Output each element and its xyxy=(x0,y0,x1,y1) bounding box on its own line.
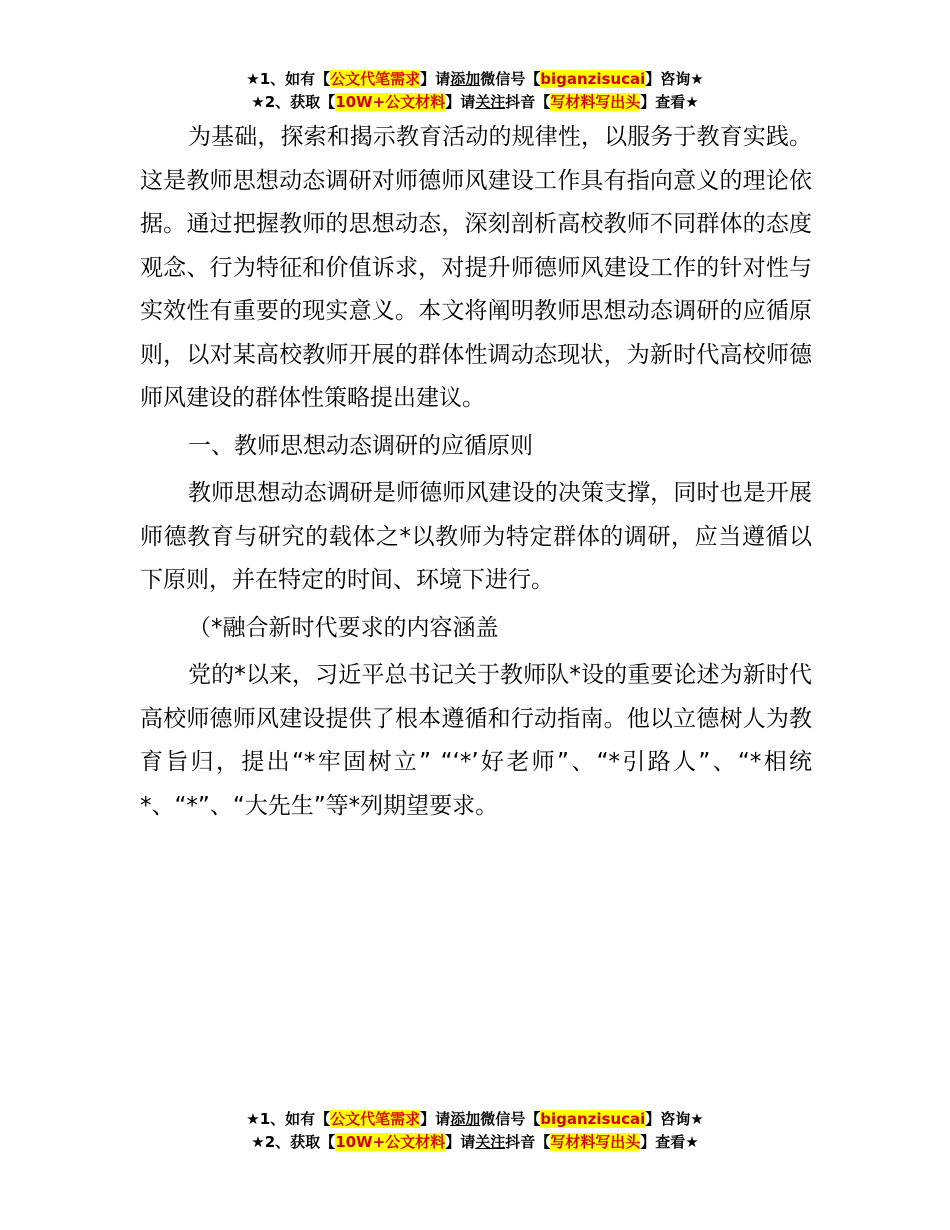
header-banner xyxy=(0,68,950,114)
banner-text: 抖音【 xyxy=(505,93,551,111)
subsection-heading: （*融合新时代要求的内容涵盖 xyxy=(188,614,499,641)
banner-underlined: 添加 xyxy=(450,70,481,88)
banner-underlined: 关注 xyxy=(475,93,506,111)
banner-text: 】咨询★ xyxy=(645,70,704,88)
paragraph: 教师思想动态调研是师德师风建设的决策支撑，同时也是开展师德教育与研究的载体之*以教师为特定群体的调研，应当遵循以下原则，并在特定的时间、环境下进行。 xyxy=(140,480,812,593)
banner-text: 】请 xyxy=(445,93,476,111)
document-body xyxy=(140,116,812,828)
paragraph: 党的*以来，习近平总书记关于教师队*设的重要论述为新时代高校师德师风建设提供了根本遵循和行动指南。他以立德树人为教育旨归，提出“*牢固树立” “‘*’好老师”、“*引路人”、“*相统*、“*”、“大先生”等*列期望要求。 xyxy=(140,662,812,819)
banner-text: 】查看★ xyxy=(640,1133,699,1151)
banner-highlight: 写材料写出头 xyxy=(550,1133,641,1151)
banner-line-2 xyxy=(0,91,950,114)
banner-line-1 xyxy=(0,68,950,91)
banner-text: 】请 xyxy=(420,70,451,88)
banner-text: ★1、如有【 xyxy=(246,70,331,88)
banner-text: 】请 xyxy=(445,1133,476,1151)
footer-banner xyxy=(0,1108,950,1154)
banner-highlight: biganzisucai xyxy=(540,70,646,88)
banner-highlight: biganzisucai xyxy=(540,1110,646,1128)
section-heading: 一、教师思想动态调研的应循原则 xyxy=(188,432,533,459)
banner-text: 】咨询★ xyxy=(645,1110,704,1128)
banner-text: ★2、获取【 xyxy=(251,1133,336,1151)
banner-highlight: 公文代笔需求 xyxy=(330,1110,421,1128)
banner-highlight: 10W+公文材料 xyxy=(335,1133,446,1151)
banner-text: 】请 xyxy=(420,1110,451,1128)
banner-underlined: 关注 xyxy=(475,1133,506,1151)
banner-text: 抖音【 xyxy=(505,1133,551,1151)
banner-highlight: 10W+公文材料 xyxy=(335,93,446,111)
banner-highlight: 公文代笔需求 xyxy=(330,70,421,88)
banner-text: ★1、如有【 xyxy=(246,1110,331,1128)
banner-highlight: 写材料写出头 xyxy=(550,93,641,111)
banner-text: ★2、获取【 xyxy=(251,93,336,111)
banner-text: 微信号【 xyxy=(480,70,541,88)
banner-text: 微信号【 xyxy=(480,1110,541,1128)
paragraph: 为基础，探索和揭示教育活动的规律性，以服务于教育实践。这是教师思想动态调研对师德师风建设工作具有指向意义的理论依据。通过把握教师的思想动态，深刻剖析高校教师不同群体的态度观念、行为特征和价值诉求，对提升师德师风建设工作的针对性与实效性有重要的现实意义。本文将阐明教师思想动态调研的应循原则，以对某高校教师开展的群体性调动态现状，为新时代高校师德师风建设的群体性策略提出建议。 xyxy=(140,124,812,411)
banner-underlined: 添加 xyxy=(450,1110,481,1128)
banner-text: 】查看★ xyxy=(640,93,699,111)
banner-line-2 xyxy=(0,1131,950,1154)
banner-line-1 xyxy=(0,1108,950,1131)
